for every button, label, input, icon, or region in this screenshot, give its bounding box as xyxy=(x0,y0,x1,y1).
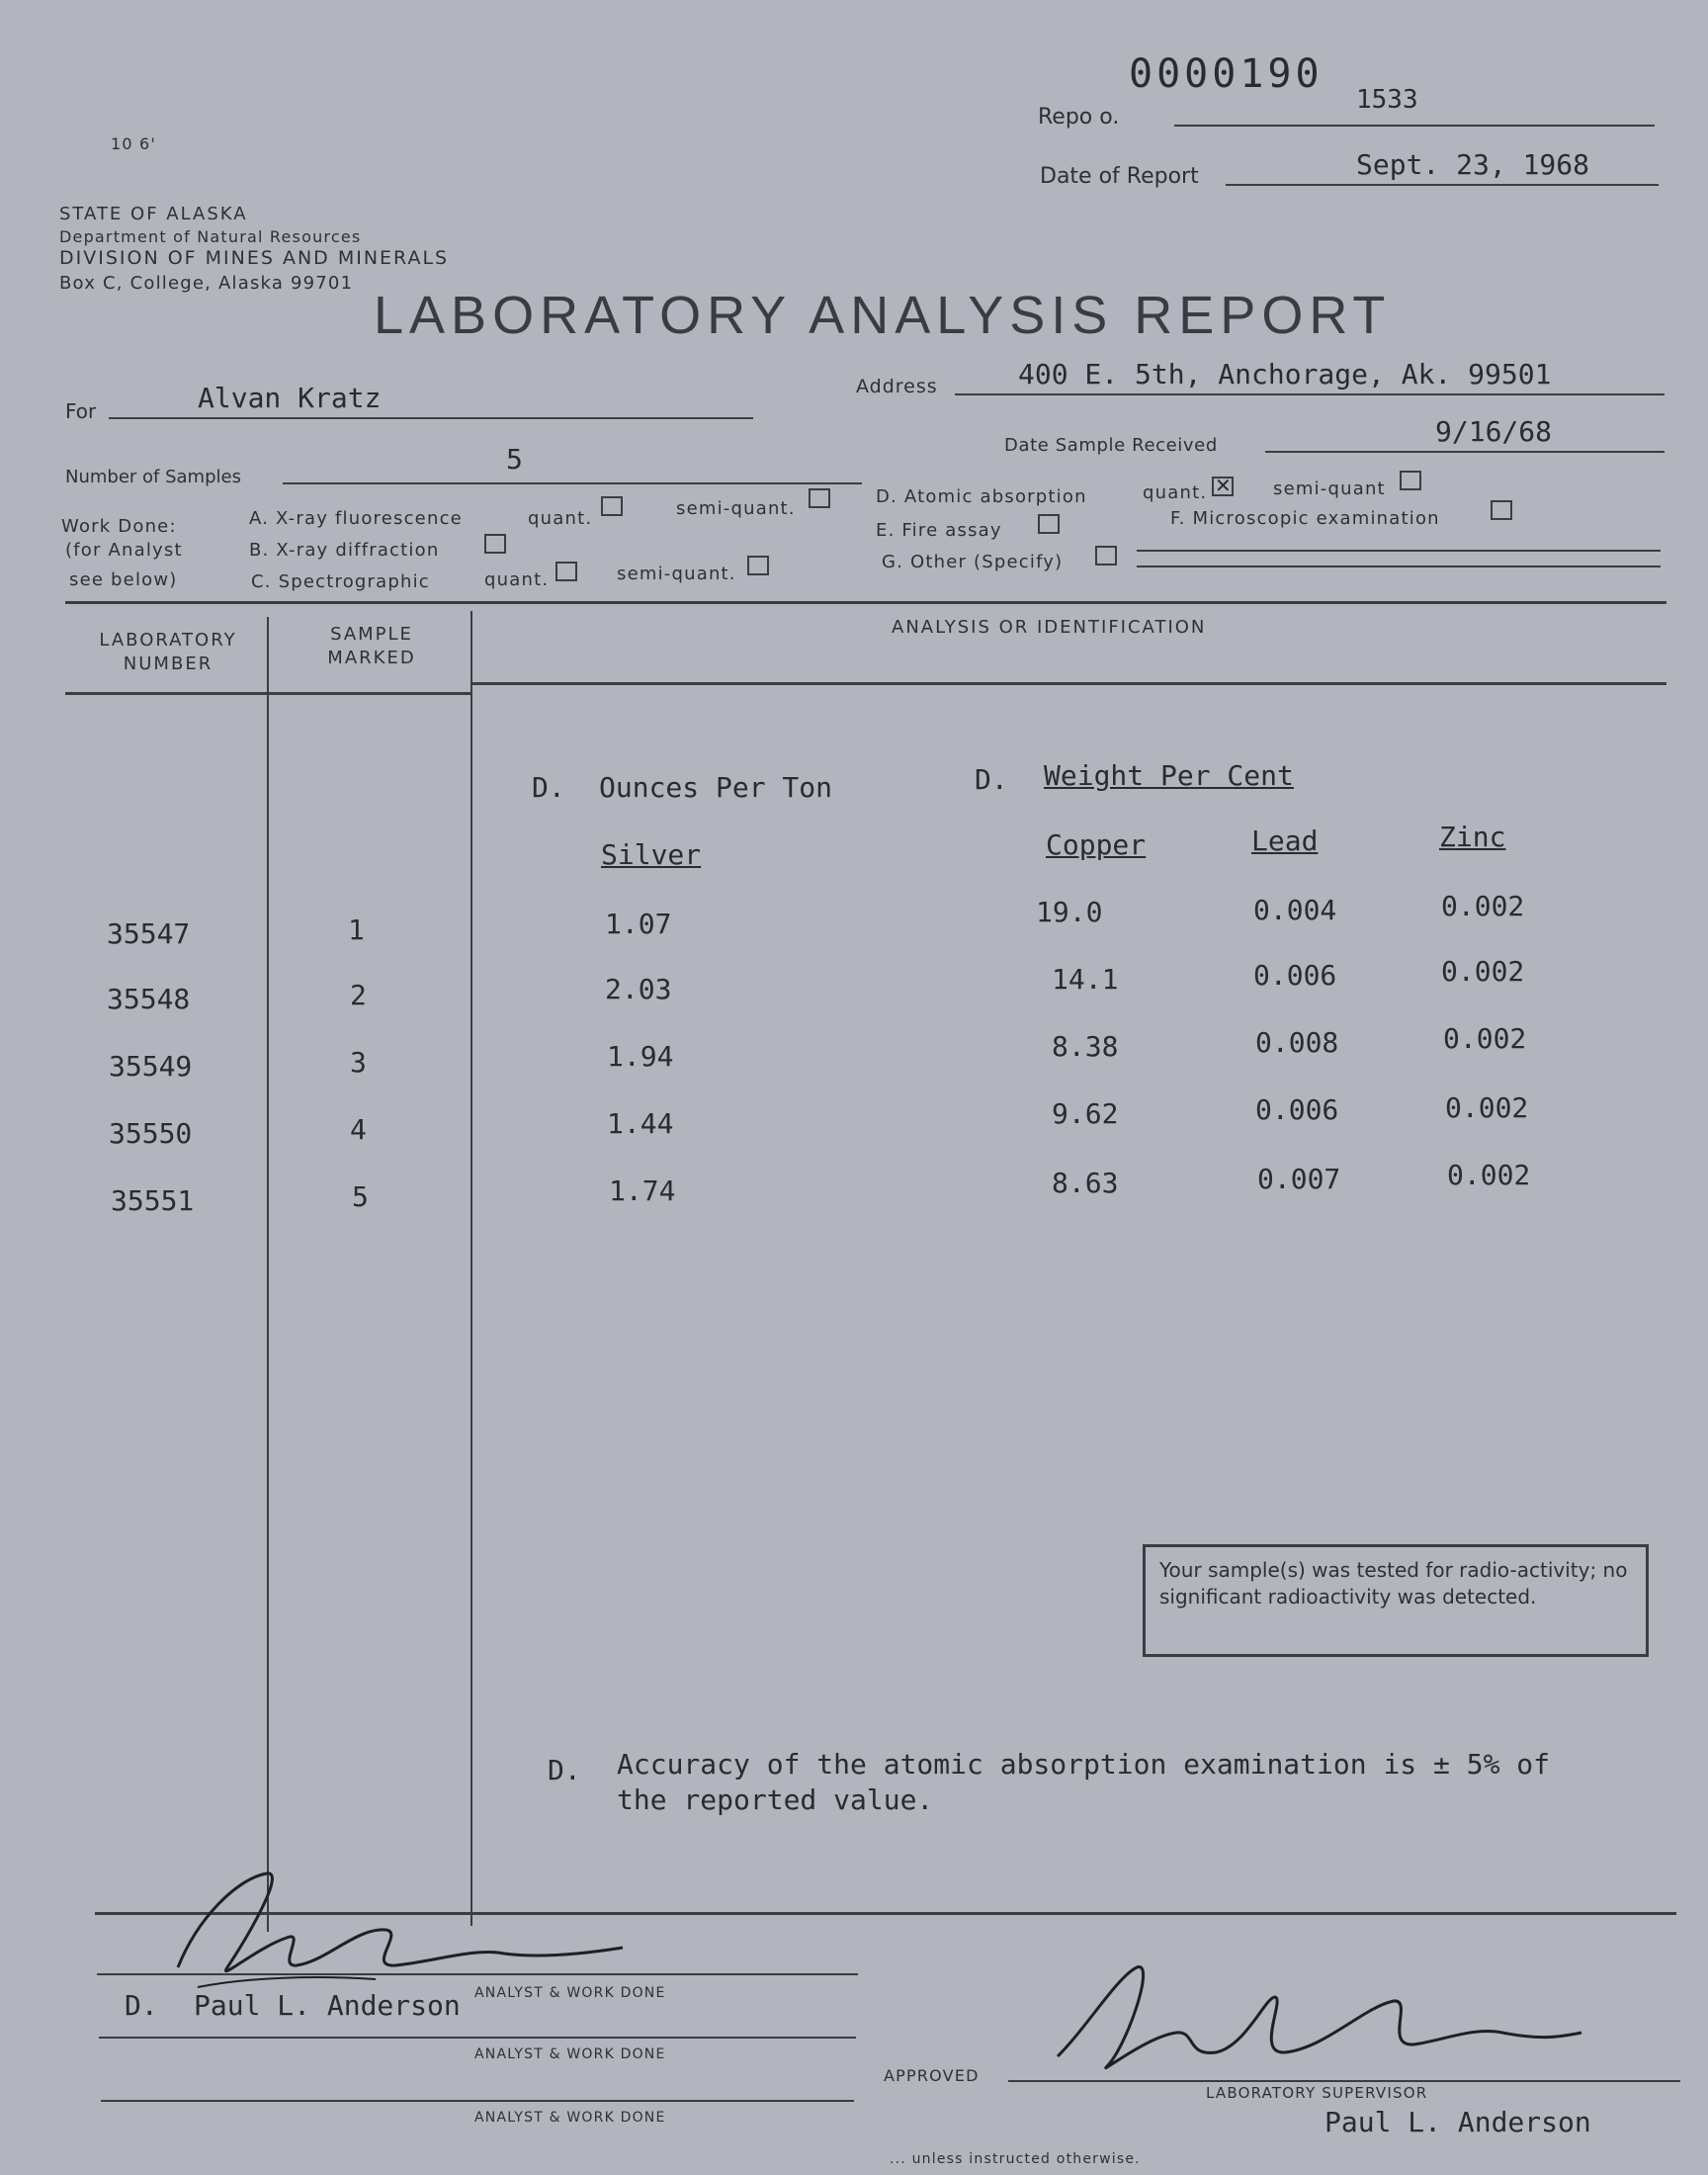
analyst-caption-2: ANALYST & WORK DONE xyxy=(474,2046,666,2062)
report-no-label: Repo o. xyxy=(1038,105,1120,130)
agency-state: STATE OF ALASKA xyxy=(59,204,248,224)
radioactivity-notice: Your sample(s) was tested for radio-activity; no significant radioactivity was detected. xyxy=(1143,1544,1649,1657)
row1-lab: 35547 xyxy=(107,917,191,950)
agency-division: DIVISION OF MINES AND MINERALS xyxy=(59,247,450,269)
method-c-label: C. Spectrographic xyxy=(251,571,430,592)
analyst-line-2 xyxy=(99,2037,856,2039)
method-a-label: A. X-ray fluorescence xyxy=(249,508,463,529)
supervisor-signature xyxy=(1028,1938,1601,2086)
row5-silver: 1.74 xyxy=(609,1174,676,1207)
col-lab-header-line2: NUMBER xyxy=(123,653,214,674)
for-line xyxy=(109,417,753,419)
row3-lab: 35549 xyxy=(109,1050,193,1083)
method-d-semi-checkbox[interactable] xyxy=(1400,471,1421,490)
accuracy-line2: the reported value. xyxy=(617,1784,934,1816)
samples-line xyxy=(283,482,862,484)
supervisor-caption: LABORATORY SUPERVISOR xyxy=(1206,2084,1428,2102)
table-divider-1 xyxy=(267,617,269,1932)
agency-department: Department of Natural Resources xyxy=(59,227,362,246)
row5-zinc: 0.002 xyxy=(1447,1159,1531,1191)
samples-value: 5 xyxy=(506,443,523,476)
work-done-label-3: see below) xyxy=(69,569,178,590)
method-a-semi-label: semi-quant. xyxy=(676,498,796,519)
method-d-quant-label: quant. xyxy=(1143,482,1208,503)
method-f-label: F. Microscopic examination xyxy=(1170,508,1440,529)
row5-lead: 0.007 xyxy=(1257,1163,1341,1195)
group2-title: Weight Per Cent xyxy=(1044,759,1294,792)
table-header-rule-right xyxy=(470,682,1666,685)
method-c-semi-checkbox[interactable] xyxy=(747,556,769,575)
method-e-label: E. Fire assay xyxy=(876,520,1002,541)
row5-copper: 8.63 xyxy=(1052,1167,1119,1199)
footer-note: ... unless instructed otherwise. xyxy=(890,2151,1141,2167)
row2-zinc: 0.002 xyxy=(1441,955,1525,988)
col-sample-marked-header xyxy=(273,623,470,670)
date-of-report-value: Sept. 23, 1968 xyxy=(1356,148,1590,181)
row1-silver: 1.07 xyxy=(605,908,672,940)
row2-lead: 0.006 xyxy=(1253,959,1337,992)
row3-zinc: 0.002 xyxy=(1443,1022,1527,1055)
row3-silver: 1.94 xyxy=(607,1040,674,1073)
row5-sample: 5 xyxy=(352,1180,369,1213)
group1-title: Ounces Per Ton xyxy=(599,771,833,804)
address-line xyxy=(955,393,1665,395)
group2-prefix: D. xyxy=(975,763,1008,796)
method-f-checkbox[interactable] xyxy=(1491,500,1512,520)
metal-copper-header: Copper xyxy=(1046,828,1147,861)
col-sample-header-line1: SAMPLE xyxy=(330,624,413,645)
method-d-quant-checkbox[interactable] xyxy=(1212,477,1234,496)
row1-copper: 19.0 xyxy=(1036,896,1103,928)
row4-lead: 0.006 xyxy=(1255,1093,1339,1126)
analyst-prefix: D. xyxy=(125,1989,158,2022)
for-value: Alvan Kratz xyxy=(198,382,382,414)
col-sample-header-line2: MARKED xyxy=(327,648,416,668)
row2-silver: 2.03 xyxy=(605,973,672,1005)
method-d-label: D. Atomic absorption xyxy=(876,486,1087,507)
col-analysis-header: ANALYSIS OR IDENTIFICATION xyxy=(892,617,1207,638)
analyst-caption-1: ANALYST & WORK DONE xyxy=(474,1985,666,2001)
date-of-report-label: Date of Report xyxy=(1040,164,1199,189)
analyst-caption-3: ANALYST & WORK DONE xyxy=(474,2110,666,2126)
row3-copper: 8.38 xyxy=(1052,1030,1119,1063)
method-c-quant-checkbox[interactable] xyxy=(555,562,577,581)
approved-label: APPROVED xyxy=(884,2066,980,2085)
for-label: For xyxy=(65,399,97,423)
report-no-value: 1533 xyxy=(1356,85,1418,115)
method-a-quant-checkbox[interactable] xyxy=(601,496,623,516)
row3-sample: 3 xyxy=(350,1046,367,1079)
row2-copper: 14.1 xyxy=(1052,963,1119,996)
received-line xyxy=(1265,451,1665,453)
col-lab-number-header xyxy=(69,629,267,676)
method-g-line-2 xyxy=(1137,566,1661,567)
row2-lab: 35548 xyxy=(107,983,191,1015)
method-c-semi-label: semi-quant. xyxy=(617,564,736,584)
method-b-label: B. X-ray diffraction xyxy=(249,540,440,561)
metal-lead-header: Lead xyxy=(1251,825,1319,857)
row4-zinc: 0.002 xyxy=(1445,1091,1529,1124)
method-g-label: G. Other (Specify) xyxy=(882,552,1064,572)
method-b-checkbox[interactable] xyxy=(484,534,506,554)
address-value: 400 E. 5th, Anchorage, Ak. 99501 xyxy=(1018,358,1552,391)
work-done-label-2: (for Analyst xyxy=(65,540,183,561)
table-top-rule xyxy=(65,601,1666,604)
corner-note: 10 6' xyxy=(111,134,157,153)
method-d-semi-label: semi-quant xyxy=(1273,478,1386,499)
row1-sample: 1 xyxy=(348,914,365,946)
metal-silver-header: Silver xyxy=(601,838,702,871)
agency-address: Box C, College, Alaska 99701 xyxy=(59,273,354,294)
row1-lead: 0.004 xyxy=(1253,894,1337,926)
work-done-label: Work Done: xyxy=(61,516,177,537)
stamp-number: 0000190 xyxy=(1129,51,1324,97)
method-g-checkbox[interactable] xyxy=(1095,546,1117,566)
received-value: 9/16/68 xyxy=(1435,415,1553,448)
metal-zinc-header: Zinc xyxy=(1439,821,1506,853)
accuracy-prefix: D. xyxy=(548,1754,581,1786)
row4-lab: 35550 xyxy=(109,1117,193,1150)
row3-lead: 0.008 xyxy=(1255,1026,1339,1059)
samples-label: Number of Samples xyxy=(65,467,241,487)
col-lab-header-line1: LABORATORY xyxy=(99,630,237,651)
analyst-name: Paul L. Anderson xyxy=(194,1989,461,2022)
row4-sample: 4 xyxy=(350,1113,367,1146)
row4-silver: 1.44 xyxy=(607,1107,674,1140)
row1-zinc: 0.002 xyxy=(1441,890,1525,922)
method-e-checkbox[interactable] xyxy=(1038,514,1060,534)
accuracy-line1: Accuracy of the atomic absorption examination is ± 5% of xyxy=(617,1748,1551,1781)
row2-sample: 2 xyxy=(350,979,367,1011)
supervisor-name: Paul L. Anderson xyxy=(1324,2106,1591,2138)
row4-copper: 9.62 xyxy=(1052,1097,1119,1130)
date-of-report-line xyxy=(1226,184,1659,186)
group1-prefix: D. xyxy=(532,771,565,804)
address-label: Address xyxy=(856,376,938,397)
method-a-quant-label: quant. xyxy=(528,508,593,529)
received-label: Date Sample Received xyxy=(1004,435,1218,456)
report-no-line xyxy=(1174,125,1655,127)
method-g-line-1 xyxy=(1137,550,1661,552)
report-title: LABORATORY ANALYSIS REPORT xyxy=(374,286,1392,345)
method-c-quant-label: quant. xyxy=(484,569,550,590)
table-divider-2 xyxy=(470,611,472,1926)
analyst-line-3 xyxy=(101,2100,854,2102)
analyst-line-1 xyxy=(97,1973,858,1975)
row5-lab: 35551 xyxy=(111,1184,195,1217)
method-a-semi-checkbox[interactable] xyxy=(809,488,830,508)
